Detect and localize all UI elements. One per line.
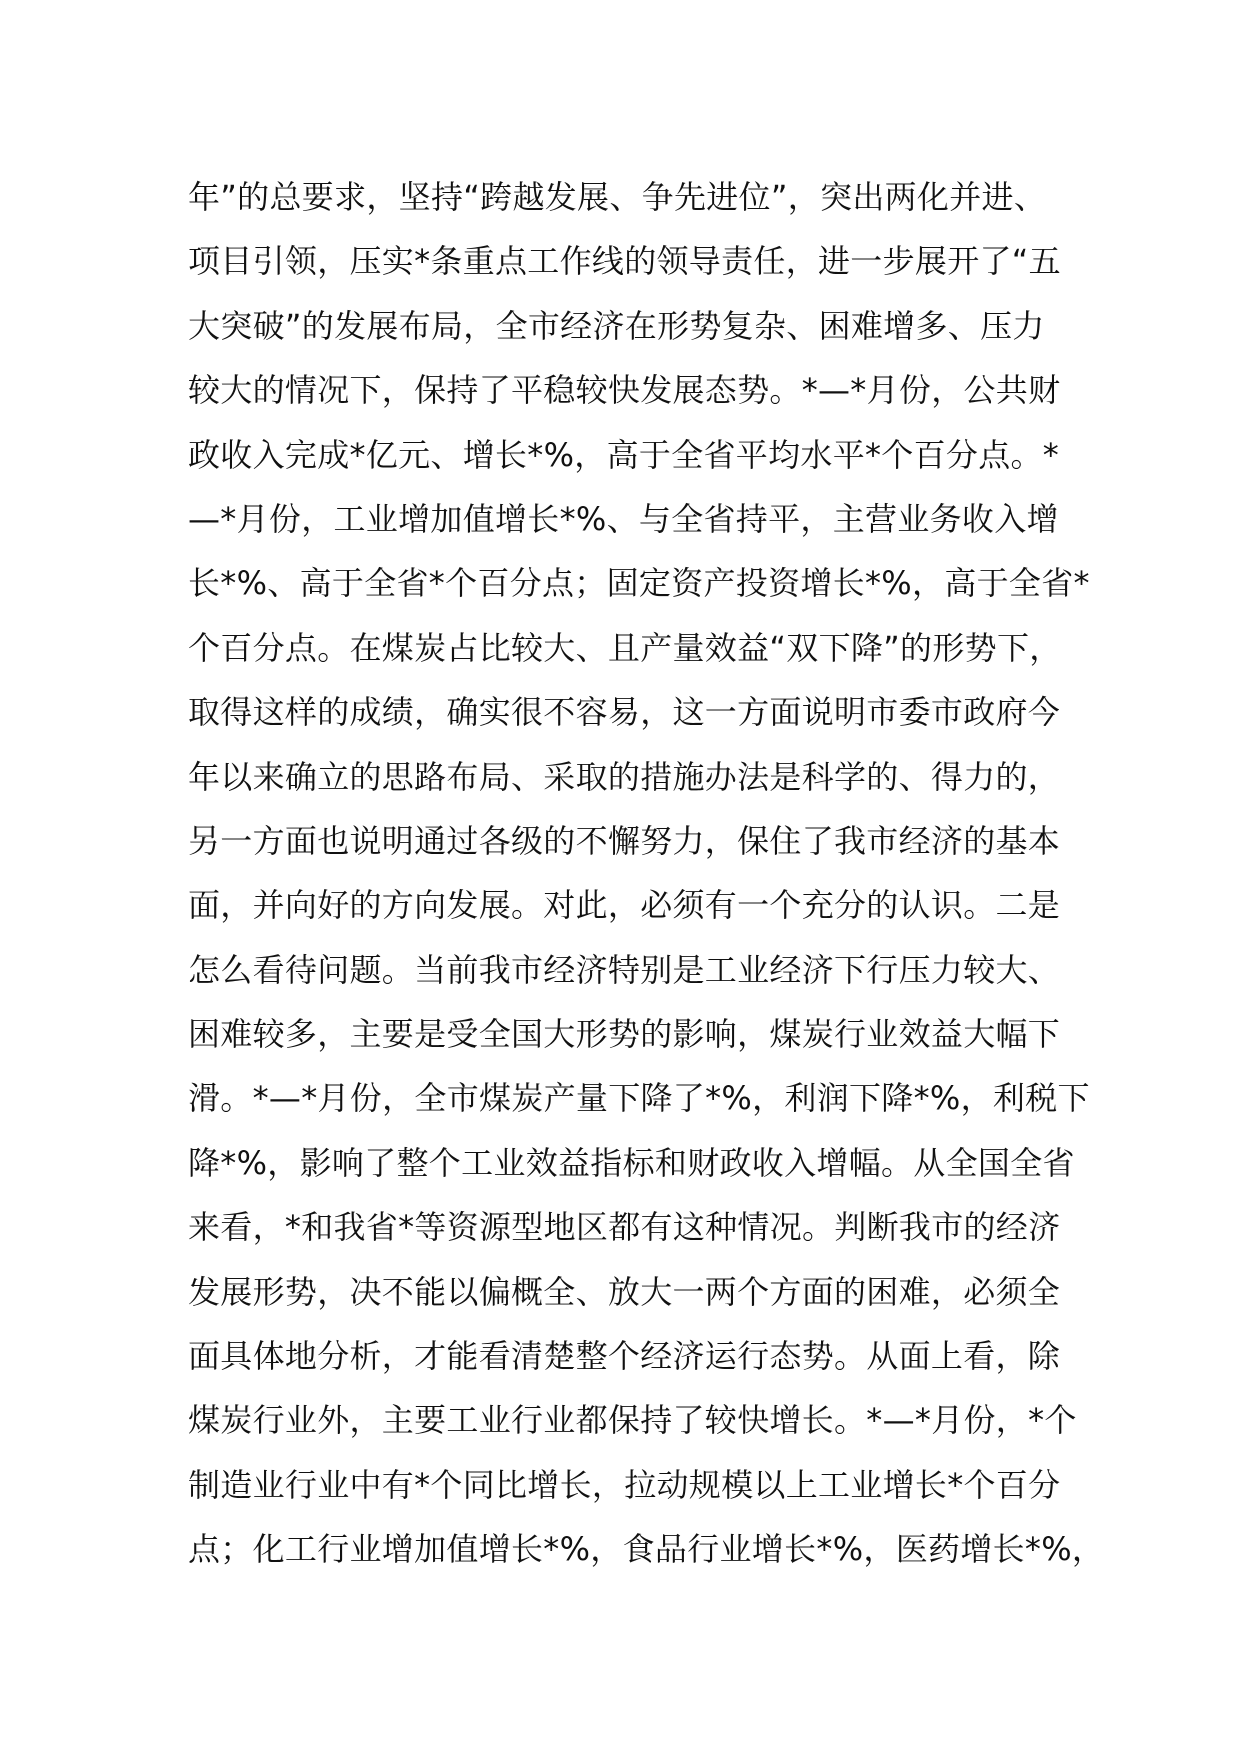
text-line: 另一方面也说明通过各级的不懈努力，保住了我市经济的基本: [188, 821, 1061, 860]
body-paragraph: [188, 165, 1105, 1582]
text-line: 来看，*和我省*等资源型地区都有这种情况。判断我市的经济: [188, 1208, 1061, 1247]
text-line: 煤炭行业外，主要工业行业都保持了较快增长。*—*月份，*个: [188, 1401, 1077, 1440]
text-line: 取得这样的成绩，确实很不容易，这一方面说明市委市政府今: [188, 693, 1061, 732]
text-line: 制造业行业中有*个同比增长，拉动规模以上工业增长*个百分: [188, 1465, 1061, 1504]
text-line: 较大的情况下，保持了平稳较快发展态势。*—*月份，公共财: [188, 371, 1061, 410]
text-line: 年以来确立的思路布局、采取的措施办法是科学的、得力的，: [188, 757, 1061, 796]
text-line: 长*%、高于全省*个百分点；固定资产投资增长*%，高于全省*: [188, 564, 1090, 603]
text-line: 个百分点。在煤炭占比较大、且产量效益“双下降”的形势下，: [188, 628, 1062, 667]
text-line: 发展形势，决不能以偏概全、放大一两个方面的困难，必须全: [188, 1272, 1061, 1311]
text-line: 政收入完成*亿元、增长*%，高于全省平均水平*个百分点。*: [188, 435, 1060, 474]
text-line: 面具体地分析，才能看清楚整个经济运行态势。从面上看，除: [188, 1337, 1061, 1376]
text-line: 年”的总要求，坚持“跨越发展、争先进位”，突出两化并进、: [188, 178, 1047, 216]
text-line: 大突破”的发展布局，全市经济在形势复杂、困难增多、压力: [188, 306, 1045, 345]
text-line: 面，并向好的方向发展。对此，必须有一个充分的认识。二是: [188, 886, 1061, 925]
text-line: 困难较多，主要是受全国大形势的影响，煤炭行业效益大幅下: [188, 1015, 1061, 1054]
text-line: 降*%，影响了整个工业效益指标和财政收入增幅。从全国全省: [188, 1143, 1075, 1182]
text-line: —*月份，工业增加值增长*%、与全省持平，主营业务收入增: [188, 499, 1059, 538]
text-line: 项目引领，压实*条重点工作线的领导责任，进一步展开了“五: [188, 242, 1061, 281]
text-line: 点；化工行业增加值增长*%，食品行业增长*%，医药增长*%，: [188, 1530, 1105, 1569]
text-line: 滑。*—*月份，全市煤炭产量下降了*%，利润下降*%，利税下: [188, 1079, 1090, 1118]
text-line: 怎么看待问题。当前我市经济特别是工业经济下行压力较大、: [188, 950, 1061, 989]
